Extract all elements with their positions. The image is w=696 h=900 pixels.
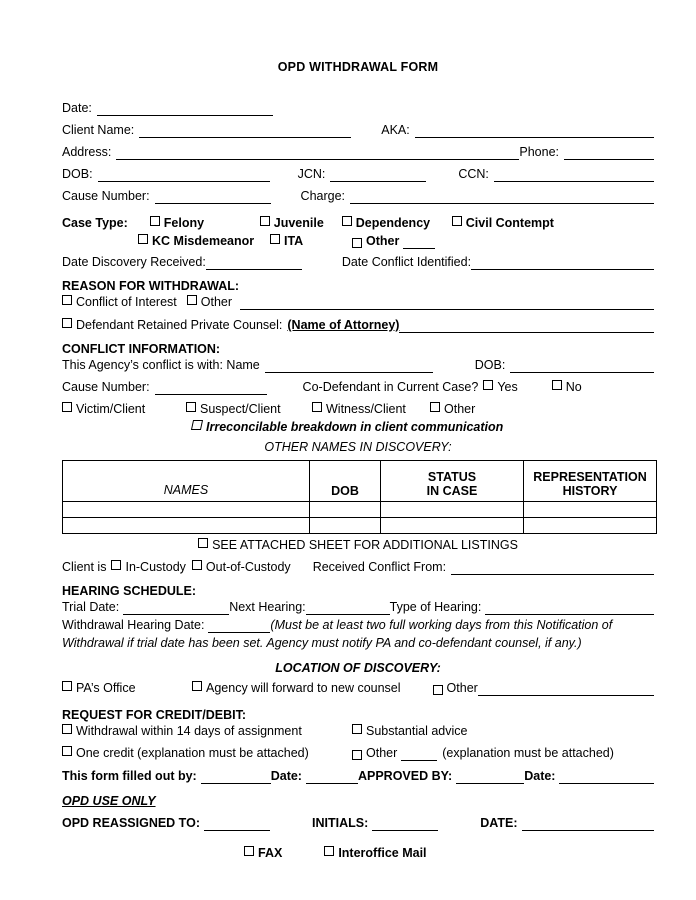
checkbox-ita[interactable] <box>270 233 352 249</box>
checkbox-icon[interactable] <box>552 380 562 390</box>
request-for-credit-heading: REQUEST FOR CREDIT/DEBIT: <box>62 708 247 722</box>
cell-representation[interactable] <box>524 502 657 518</box>
checkbox-icon[interactable] <box>187 295 197 305</box>
checkbox-label-witness-client: Witness/Client <box>326 402 406 416</box>
column-header-names: NAMES <box>63 461 310 502</box>
other-names-heading: OTHER NAMES IN DISCOVERY: <box>264 440 452 454</box>
checkbox-label-see-attached-sheet: SEE ATTACHED SHEET FOR ADDITIONAL LISTINGS <box>212 538 518 552</box>
checkbox-icon[interactable] <box>433 685 443 695</box>
agency-conflict-row <box>62 357 654 373</box>
column-header-dob: DOB <box>310 461 381 502</box>
charge-label: Charge: <box>300 189 346 203</box>
field-row-discovery-dates <box>62 254 654 270</box>
approved-date-input[interactable] <box>559 772 654 785</box>
date-discovery-received-input[interactable] <box>206 258 302 271</box>
checkbox-felony[interactable] <box>150 215 260 231</box>
checkbox-label-irreconcilable: Irreconcilable breakdown in client communication <box>206 420 504 434</box>
checkbox-icon[interactable] <box>452 216 462 226</box>
checkbox-irreconcilable-breakdown[interactable] <box>192 419 503 435</box>
checkbox-label-kc-misdemeanor: KC Misdemeanor <box>152 234 255 248</box>
irreconcilable-row <box>62 419 654 435</box>
date-label: Date: <box>62 101 92 115</box>
charge-input[interactable] <box>350 192 654 205</box>
checkbox-label-agency-forward: Agency will forward to new counsel <box>206 681 401 695</box>
case-type-row-2 <box>62 233 654 249</box>
checkbox-label-defendant-retained: Defendant Retained Private Counsel: <box>76 318 283 332</box>
checkbox-icon[interactable] <box>198 538 208 548</box>
checkbox-agency-forward[interactable] <box>192 680 401 696</box>
checkbox-suspect-client[interactable] <box>186 401 312 417</box>
checkbox-conflict-of-interest[interactable] <box>62 294 177 310</box>
cell-names[interactable] <box>63 518 310 534</box>
checkbox-label-civil-contempt: Civil Contempt <box>465 216 554 230</box>
filled-out-by-label: This form filled out by: <box>62 769 197 783</box>
checkbox-icon[interactable] <box>138 234 148 244</box>
table-row[interactable] <box>63 518 657 534</box>
checkbox-icon[interactable] <box>430 402 440 412</box>
custody-row <box>62 559 654 575</box>
ccn-input[interactable] <box>494 170 654 183</box>
client-name-input[interactable] <box>139 126 351 139</box>
jcn-input[interactable] <box>330 170 426 183</box>
type-of-hearing-input[interactable] <box>485 603 654 616</box>
checkbox-co-defendant-yes[interactable] <box>483 379 517 395</box>
credit-other-suffix: (explanation must be attached) <box>442 746 614 760</box>
reason-for-withdrawal-heading: REASON FOR WITHDRAWAL: <box>62 279 240 293</box>
checkbox-label-suspect-client: Suspect/Client <box>200 402 281 416</box>
date-conflict-identified-input[interactable] <box>471 258 654 271</box>
date-conflict-identified-label: Date Conflict Identified: <box>341 255 472 269</box>
credit-other-input[interactable] <box>401 749 437 762</box>
agency-conflict-label: This Agency’s conflict is with: Name <box>62 358 260 372</box>
checkbox-dependency[interactable] <box>342 215 452 231</box>
cell-dob[interactable] <box>310 518 381 534</box>
checkbox-label-no: No <box>565 380 582 394</box>
opd-use-only-row <box>62 793 654 809</box>
checkbox-relation-other[interactable] <box>430 401 475 417</box>
cell-representation[interactable] <box>524 518 657 534</box>
client-is-label: Client is <box>62 560 107 574</box>
approved-date-label: Date: <box>524 769 556 783</box>
checkbox-label-out-of-custody: Out-of-Custody <box>205 560 291 574</box>
opd-reassigned-row <box>62 815 654 831</box>
checkbox-icon[interactable] <box>324 846 334 856</box>
cause-number-label: Cause Number: <box>62 189 150 203</box>
cell-status[interactable] <box>381 518 524 534</box>
checkbox-label-reason-other: Other <box>200 295 233 309</box>
checkbox-icon[interactable] <box>62 746 72 756</box>
name-of-attorney-input[interactable] <box>399 321 654 334</box>
address-label: Address: <box>62 145 112 159</box>
conflict-dob-input[interactable] <box>510 361 654 374</box>
cell-status[interactable] <box>381 502 524 518</box>
checkbox-fax[interactable] <box>244 845 282 861</box>
checkbox-icon[interactable] <box>186 402 196 412</box>
withdrawal-hearing-date-input[interactable] <box>208 621 270 634</box>
opd-use-only-heading: OPD USE ONLY <box>62 794 156 808</box>
conflict-cause-row <box>62 379 654 395</box>
attached-sheet-row <box>62 538 654 552</box>
checkbox-kc-misdemeanor[interactable] <box>138 233 270 249</box>
hearing-dates-row <box>62 599 654 615</box>
co-defendant-label: Co-Defendant in Current Case? <box>302 380 479 394</box>
phone-label: Phone: <box>519 145 559 159</box>
checkbox-icon[interactable] <box>62 724 72 734</box>
credit-options-row-1 <box>62 723 654 739</box>
conflict-cause-number-label: Cause Number: <box>62 380 150 394</box>
case-type-other-input[interactable] <box>403 237 435 250</box>
status-line-1: STATUS <box>427 470 477 484</box>
checkbox-icon[interactable] <box>352 750 362 760</box>
checkbox-label-victim-client: Victim/Client <box>76 402 146 416</box>
checkbox-reason-other[interactable] <box>187 294 232 310</box>
jcn-label: JCN: <box>297 167 326 181</box>
checkbox-label-conflict-of-interest: Conflict of Interest <box>76 295 177 309</box>
dob-label: DOB: <box>62 167 93 181</box>
checkbox-label-case-type-other: Other <box>366 234 400 248</box>
opd-date-input[interactable] <box>522 819 655 832</box>
field-row-client-name <box>62 122 654 138</box>
received-conflict-from-label: Received Conflict From: <box>312 560 447 574</box>
case-type-row-1 <box>62 215 654 231</box>
checkbox-icon[interactable] <box>62 681 72 691</box>
filled-out-by-input[interactable] <box>201 772 271 785</box>
relation-options-row <box>62 401 654 417</box>
conflict-dob-label: DOB: <box>474 358 506 372</box>
client-name-label: Client Name: <box>62 123 135 137</box>
checkbox-label-ita: ITA <box>284 234 304 248</box>
aka-label: AKA: <box>381 123 410 137</box>
checkbox-label-relation-other: Other <box>444 402 476 416</box>
aka-input[interactable] <box>415 126 654 139</box>
status-line-2: IN CASE <box>426 484 478 498</box>
checkbox-icon[interactable] <box>191 420 203 430</box>
checkbox-juvenile[interactable] <box>260 215 342 231</box>
type-of-hearing-label: Type of Hearing: <box>389 600 482 614</box>
rep-line-1: REPRESENTATION <box>533 470 647 484</box>
checkbox-see-attached-sheet[interactable] <box>198 538 518 552</box>
checkbox-interoffice-mail[interactable] <box>324 845 426 861</box>
field-row-date <box>62 100 654 116</box>
withdrawal-note-row-2 <box>62 635 654 651</box>
checkbox-co-defendant-no[interactable] <box>552 379 582 395</box>
location-of-discovery-heading: LOCATION OF DISCOVERY: <box>275 661 441 675</box>
received-conflict-from-input[interactable] <box>451 563 654 576</box>
opd-date-label: DATE: <box>480 816 518 830</box>
date-input[interactable] <box>97 104 273 117</box>
reason-options-row <box>62 294 654 310</box>
withdrawal-note-line-1: (Must be at least two full working days from this Notification of <box>270 618 613 632</box>
checkbox-label-credit-other: Other <box>366 746 398 760</box>
page-title: OPD WITHDRAWAL FORM <box>277 60 439 74</box>
cell-dob[interactable] <box>310 502 381 518</box>
date-discovery-received-label: Date Discovery Received: <box>62 255 206 269</box>
checkbox-label-location-other: Other <box>446 681 478 695</box>
reason-other-input[interactable] <box>240 298 654 311</box>
checkbox-in-custody[interactable] <box>111 559 185 575</box>
checkbox-label-pas-office: PA’s Office <box>76 681 136 695</box>
opd-reassigned-to-input[interactable] <box>204 819 270 832</box>
field-row-cause-charge <box>62 188 654 204</box>
checkbox-substantial-advice[interactable] <box>352 723 467 739</box>
checkbox-icon[interactable] <box>342 216 352 226</box>
checkbox-pas-office[interactable] <box>62 680 192 696</box>
checkbox-one-credit[interactable] <box>62 745 352 761</box>
cause-number-input[interactable] <box>155 192 271 205</box>
checkbox-label-juvenile: Juvenile <box>273 216 324 230</box>
checkbox-label-substantial-advice: Substantial advice <box>366 724 468 738</box>
defendant-retained-row <box>62 317 654 333</box>
field-row-address <box>62 144 654 160</box>
checkbox-civil-contempt[interactable] <box>452 215 554 231</box>
checkbox-defendant-retained[interactable] <box>62 317 282 333</box>
conflict-cause-number-input[interactable] <box>155 383 267 396</box>
checkbox-credit-other[interactable] <box>352 745 614 761</box>
filled-out-date-input[interactable] <box>306 772 358 785</box>
withdrawal-hearing-row <box>62 617 654 633</box>
checkbox-victim-client[interactable] <box>62 401 186 417</box>
other-names-table <box>62 460 657 534</box>
withdrawal-hearing-date-label: Withdrawal Hearing Date: <box>62 618 205 632</box>
checkbox-case-type-other[interactable] <box>352 233 435 249</box>
checkbox-icon[interactable] <box>62 402 72 412</box>
checkbox-icon[interactable] <box>352 724 362 734</box>
withdrawal-note-line-2: Withdrawal if trial date has been set. Agency must notify PA and co-defendant counsel, if any.) <box>62 636 582 650</box>
trial-date-input[interactable] <box>123 603 229 616</box>
table-header-row <box>63 461 657 502</box>
checkbox-witness-client[interactable] <box>312 401 430 417</box>
column-header-status-in-case <box>381 461 524 502</box>
checkbox-icon[interactable] <box>111 560 121 570</box>
checkbox-icon[interactable] <box>150 216 160 226</box>
checkbox-icon[interactable] <box>62 318 72 328</box>
rep-line-2: HISTORY <box>562 484 618 498</box>
cell-names[interactable] <box>63 502 310 518</box>
checkbox-label-withdrawal-14-days: Withdrawal within 14 days of assignment <box>76 724 302 738</box>
checkbox-location-other[interactable] <box>433 680 654 696</box>
checkbox-icon[interactable] <box>192 560 202 570</box>
agency-conflict-name-input[interactable] <box>265 361 433 374</box>
location-other-input[interactable] <box>478 684 654 697</box>
checkbox-icon[interactable] <box>352 238 362 248</box>
checkbox-out-of-custody[interactable] <box>192 559 291 575</box>
location-of-discovery-options <box>62 680 654 696</box>
form-body <box>62 60 654 867</box>
name-of-attorney-label: (Name of Attorney) <box>287 318 400 332</box>
checkbox-label-dependency: Dependency <box>355 216 431 230</box>
checkbox-icon[interactable] <box>260 216 270 226</box>
conflict-information-heading: CONFLICT INFORMATION: <box>62 342 221 356</box>
checkbox-label-interoffice-mail: Interoffice Mail <box>338 846 427 860</box>
next-hearing-input[interactable] <box>306 603 390 616</box>
approved-by-label: APPROVED BY: <box>357 769 453 783</box>
ccn-label: CCN: <box>458 167 489 181</box>
checkbox-label-in-custody: In-Custody <box>125 560 186 574</box>
column-header-representation-history <box>524 461 657 502</box>
checkbox-icon[interactable] <box>312 402 322 412</box>
table-row[interactable] <box>63 502 657 518</box>
approved-by-input[interactable] <box>456 772 524 785</box>
checkbox-label-yes: Yes <box>497 380 518 394</box>
trial-date-label: Trial Date: <box>62 600 120 614</box>
hearing-schedule-heading: HEARING SCHEDULE: <box>62 584 197 598</box>
checkbox-label-one-credit: One credit (explanation must be attached) <box>76 746 309 760</box>
delivery-method-row <box>62 845 654 861</box>
checkbox-label-felony: Felony <box>163 216 205 230</box>
checkbox-icon[interactable] <box>192 681 202 691</box>
checkbox-icon[interactable] <box>270 234 280 244</box>
signoff-row <box>62 768 654 784</box>
credit-options-row-2 <box>62 745 654 761</box>
checkbox-label-fax: FAX <box>258 846 283 860</box>
case-type-heading: Case Type: <box>62 216 128 230</box>
next-hearing-label: Next Hearing: <box>229 600 306 614</box>
address-input[interactable] <box>116 148 519 161</box>
opd-reassigned-to-label: OPD REASSIGNED TO: <box>62 816 200 830</box>
dob-input[interactable] <box>98 170 270 183</box>
checkbox-icon[interactable] <box>483 380 493 390</box>
phone-input[interactable] <box>564 148 654 161</box>
field-row-dob-jcn-ccn <box>62 166 654 182</box>
checkbox-withdrawal-14-days[interactable] <box>62 723 352 739</box>
opd-initials-input[interactable] <box>372 819 438 832</box>
filled-out-date-label: Date: <box>270 769 302 783</box>
checkbox-icon[interactable] <box>244 846 254 856</box>
checkbox-icon[interactable] <box>62 295 72 305</box>
opd-initials-label: INITIALS: <box>311 816 369 830</box>
